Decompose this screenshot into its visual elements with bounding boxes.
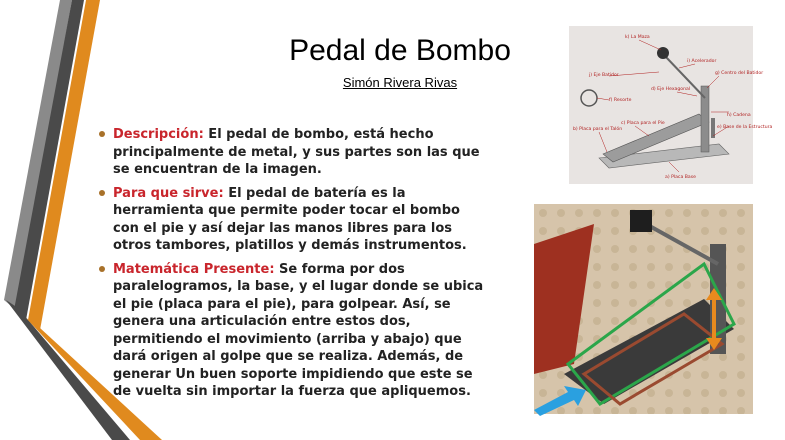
bullet-text: El pedal de bombo, está hecho principalmente de metal, y sus partes son las que se encuentran de la imagen. bbox=[113, 127, 480, 177]
diagram-label-eje-hexagonal: d) Eje Hexagonal bbox=[651, 87, 691, 92]
pedal-parts-diagram bbox=[569, 26, 773, 184]
bullet-label: Descripción: bbox=[113, 127, 204, 142]
diagram-label-acelerador: i) Acelerador bbox=[687, 59, 717, 64]
diagram-label-centro-batidor: g) Centro del Batidor bbox=[715, 71, 764, 76]
diagram-label-base-estructura: e) Base de la Estructura bbox=[717, 125, 773, 130]
diagram-label-maza: k) La Maza bbox=[625, 35, 650, 40]
bullet-text: El pedal de batería es la herramienta que permite poder tocar el bombo con el pie y así dejar las manos libres para los otros tambores, platillos y demás instrumentos. bbox=[113, 185, 467, 253]
diagram-label-placa-talon: b) Placa para el Talón bbox=[573, 127, 623, 132]
bullet-list bbox=[113, 126, 485, 407]
bullet-label: Para que sirve: bbox=[113, 185, 224, 201]
bullet-matematica bbox=[113, 261, 485, 401]
bullet-text: Se forma por dos paralelogramos, la base, y el lugar donde se ubica el pie (placa para el pie), para golpear. Así, se genera una articulación entre estos dos, permitiendo el movimiento (arriba y abajo) que dará origen al golpe que se realiza. Además, de generar Un buen soporte impidiendo que este se de vuelta sin importar la fuerza que apliquemos. bbox=[113, 261, 484, 399]
diagram-spring-detail bbox=[581, 90, 597, 106]
slide-author: Simón Rivera Rivas bbox=[342, 75, 458, 90]
diagram-label-resorte: f) Resorte bbox=[609, 98, 632, 103]
pedal-photo bbox=[534, 204, 753, 414]
photo-beater-head bbox=[630, 210, 652, 232]
diagram-label-cadena: h) Cadena bbox=[727, 113, 751, 118]
slide-title: Pedal de Bombo bbox=[289, 34, 511, 67]
bullet-label: Matemática Presente: bbox=[113, 261, 275, 277]
bullet-para-que-sirve bbox=[113, 185, 485, 255]
diagram-label-placa-pie: c) Placa para el Pie bbox=[621, 121, 665, 126]
diagram-label-placa-base: a) Placa Base bbox=[665, 175, 696, 180]
stripe-dark-lower bbox=[6, 300, 130, 440]
bullet-descripcion bbox=[113, 126, 485, 179]
diagram-label-eje-batidor: j) Eje Batidor bbox=[589, 73, 619, 78]
